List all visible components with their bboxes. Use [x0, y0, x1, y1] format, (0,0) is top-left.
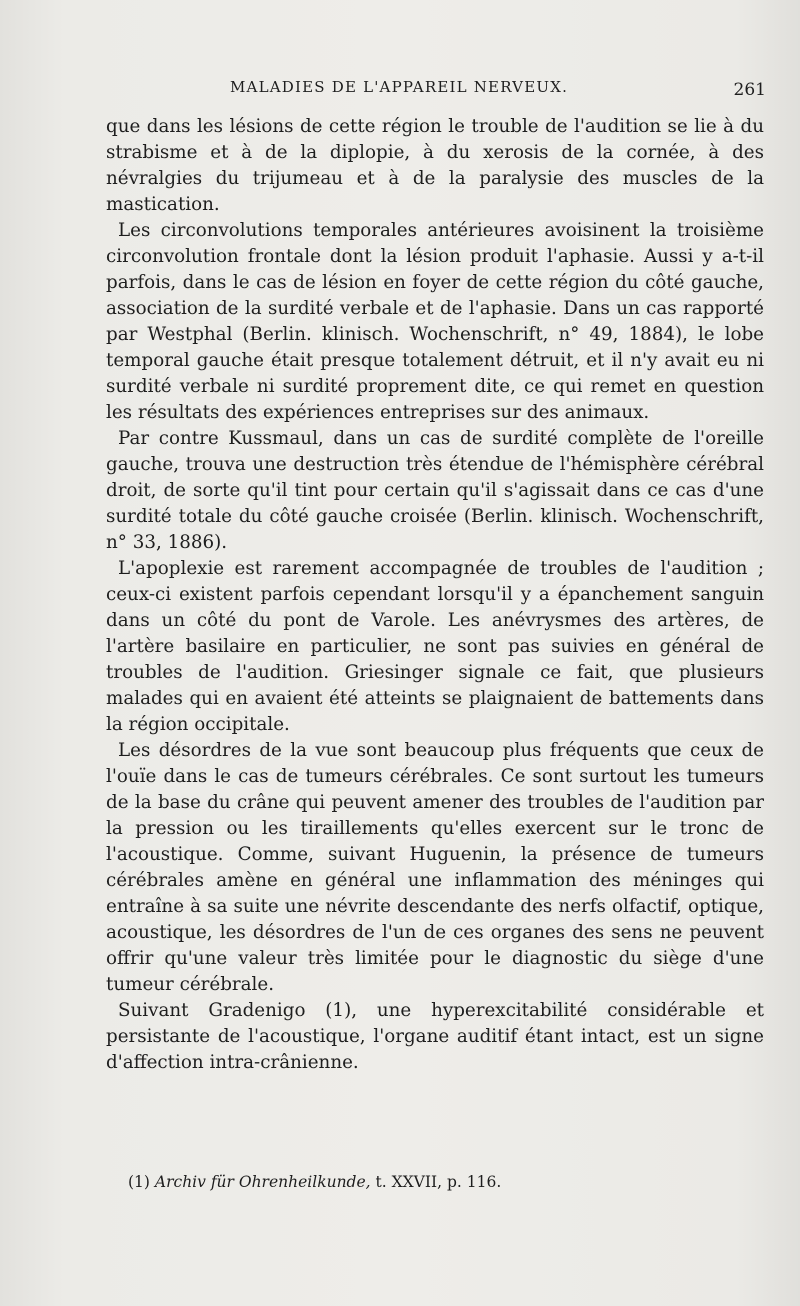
footnote-marker: (1) — [128, 1173, 150, 1191]
footnote — [128, 1172, 501, 1192]
paragraph-continuation: que dans les lésions de cette région le trouble de l'audition se lie à du strabisme et à de la diplopie, à du xerosis de la cornée, à des névralgies du trijumeau et à de la paralysie des muscles de la mastication. — [106, 116, 764, 215]
paragraph-gradenigo: Suivant Gradenigo (1), une hyperexcitabilité considérable et persistante de l'acoustique, l'organe auditif étant intact, est un signe d'affection intra-crânienne. — [106, 1000, 764, 1073]
paragraph-apoplexie: L'apoplexie est rarement accompagnée de troubles de l'audition ; ceux-ci existent parfois cependant lorsqu'il y a épanchement sanguin dans un côté du pont de Varole. Les anévrysmes des artères, de l'artère basilaire en particulier, ne sont pas suivies en général de troubles de l'audition. Griesinger signale ce fait, que plusieurs malades qui en avaient été atteints se plaignaient de battements dans la région occipitale. — [106, 558, 764, 735]
footnote-title: Archiv für Ohrenheilkunde, — [154, 1173, 371, 1191]
footnote-reference: t. XXVII, p. 116. — [375, 1173, 502, 1191]
page-header — [106, 76, 766, 102]
running-title: MALADIES DE L'APPAREIL NERVEUX. — [230, 78, 569, 96]
paragraph-temporal-convolutions: Les circonvolutions temporales antérieures avoisinent la troisième circonvolution frontale dont la lésion produit l'aphasie. Aussi y a-t-il parfois, dans le cas de lésion en foyer de cette région du côté gauche, association de la surdité verbale et de l'aphasie. Dans un cas rapporté par Westphal (Berlin. klinisch. Wochenschrift, n° 49, 1884), le lobe temporal gauche était presque totalement détruit, et il n'y avait eu ni surdité verbale ni surdité proprement dite, ce qui remet en question les résultats des expériences entreprises sur des animaux. — [106, 220, 764, 423]
paragraph-tumeurs: Les désordres de la vue sont beaucoup plus fréquents que ceux de l'ouïe dans le cas de tumeurs cérébrales. Ce sont surtout les tumeurs de la base du crâne qui peuvent amener des troubles de l'audition par la pression ou les tiraillements qu'elles exercent sur le tronc de l'acoustique. Comme, suivant Huguenin, la présence de tumeurs cérébrales amène en général une inflammation des méninges qui entraîne à sa suite une névrite descendante des nerfs olfactif, optique, acoustique, les désordres de l'un de ces organes des sens ne peuvent offrir qu'une valeur très limitée pour le diagnostic du siège d'une tumeur cérébrale. — [106, 740, 764, 995]
page-number: 261 — [733, 80, 766, 100]
body-text — [106, 114, 764, 1076]
paragraph-kussmaul: Par contre Kussmaul, dans un cas de surdité complète de l'oreille gauche, trouva une destruction très étendue de l'hémisphère cérébral droit, de sorte qu'il tint pour certain qu'il s'agissait dans ce cas d'une surdité totale du côté gauche croisée (Berlin. klinisch. Wochenschrift, n° 33, 1886). — [106, 428, 764, 553]
